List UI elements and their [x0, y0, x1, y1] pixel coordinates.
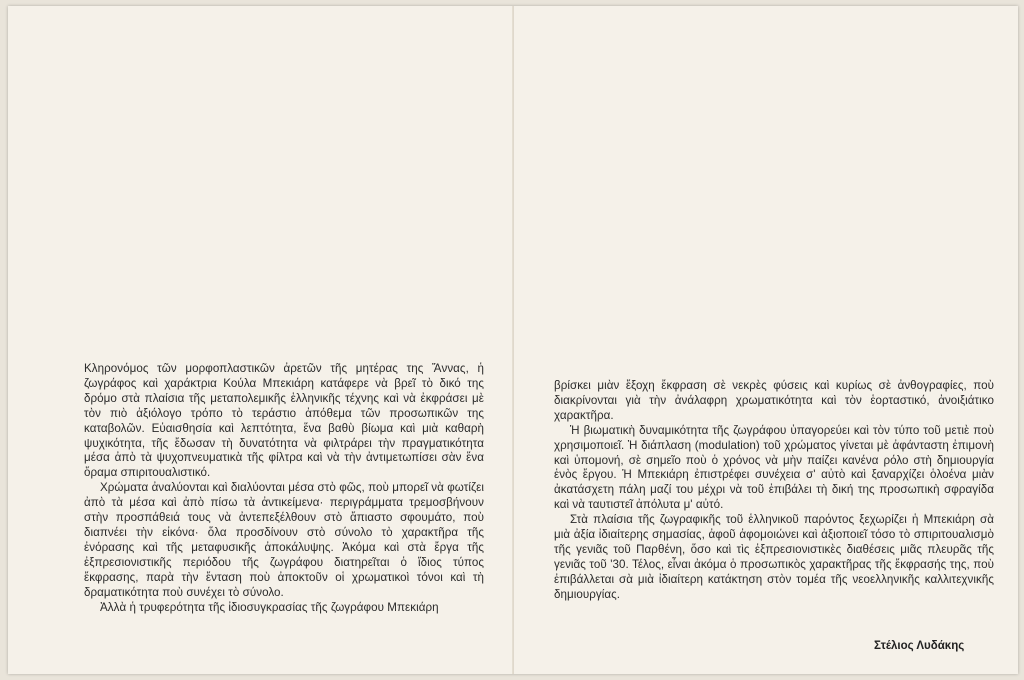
left-text-column	[84, 362, 484, 615]
right-text-column	[554, 379, 994, 603]
author-signature: Στέλιος Λυδάκης	[874, 640, 965, 652]
paragraph: Ἡ βιωματικὴ δυναμικότητα τῆς ζωγράφου ὑπαγορεύει καὶ τὸν τύπο τοῦ μετιὲ ποὺ χρησιμοποιεῖ. Ἡ διάπλαση (modulation) τοῦ χρώματος γίνεται μὲ ἀφάνταστη ἐπιμονὴ καὶ ὑπομονή, σὲ σημεῖο ποὺ ὁ χρόνος νὰ μὴν παίζει κανένα ρόλο στὴ δημιουργία ἑνὸς ἔργου. Ἡ Μπεκιάρη ἐπιστρέφει συνέχεια σ' αὐτὸ καὶ ξαναρχίζει ὁλοένα μιὰν ἀκατάσχετη πάλη μαζί του μέχρι νὰ τοῦ ἐπιβάλει τὴ δική της προσωπικὴ σφραγίδα καὶ νὰ ταυτιστεῖ ἀπόλυτα μ' αὐτό.	[554, 423, 994, 512]
paragraph: βρίσκει μιὰν ἔξοχη ἔκφραση σὲ νεκρὲς φύσεις καὶ κυρίως σὲ ἀνθογραφίες, ποὺ διακρίνονται γιὰ τὴν ἀνάλαφρη χρωματικότητα καὶ τὸν ἑορταστικό, ἀνοιξιάτικο χαρακτῆρα.	[554, 379, 994, 422]
paragraph: Χρώματα ἀναλύονται καὶ διαλύονται μέσα στὸ φῶς, ποὺ μπορεῖ νὰ φωτίζει ἀπὸ τὰ μέσα καὶ ἀπὸ πίσω τὰ ἀντικείμενα· περιγράμματα τρεμοσβήνουν στὴν προσπάθειά τους νὰ ἀντεπεξέλθουν στὸ ἄπιαστο σφουμάτο, ποὺ διαπνέει τὴν εἰκόνα· ὅλα προσδίνουν στὸ σύνολο τὸ χαρακτῆρα τῆς ἐνόρασης καὶ τῆς μεταφυσικῆς ἀποκάλυψης. Ἀκόμα καὶ στὰ ἔργα τῆς ἐξπρεσιονιστικῆς περιόδου τῆς ζωγράφου διατηρεῖται ὁ ἴδιος τύπος ἔκφρασης, παρὰ τὴν ἔνταση ποὺ ἀποκτοῦν οἱ χρωματικοὶ τόνοι καὶ τὴ δραματικότητα ποὺ συνέχει τὸ σύνολο.	[84, 481, 484, 599]
brochure-spread	[8, 6, 1018, 674]
paragraph: Στὰ πλαίσια τῆς ζωγραφικῆς τοῦ ἑλληνικοῦ παρόντος ξεχωρίζει ἡ Μπεκιάρη σὰ μιὰ ἀξία ἰδιαίτερης σημασίας, ἀφοῦ ἀφομοιώνει καὶ ἀξιοποιεῖ τόσο τὸ σπιριτουαλισμὸ τῆς γενιᾶς τοῦ Παρθένη, ὅσο καὶ τὶς ἐξπρεσιονιστικὲς διαθέσεις μιᾶς πλευρᾶς τῆς γενιᾶς τοῦ '30. Τέλος, εἶναι ἀκόμα ὁ προσωπικὸς χαρακτῆρας τῆς ἔκφρασής της, ποὺ ἐπιβάλλεται σὰ μιὰ ἰδιαίτερη κατάκτηση στὸν τομέα τῆς νεοελληνικῆς καλλιτεχνικῆς δημιουργίας.	[554, 513, 994, 601]
left-page	[8, 6, 514, 674]
paragraph: Κληρονόμος τῶν μορφοπλαστικῶν ἀρετῶν τῆς μητέρας της Ἄννας, ἡ ζωγράφος καὶ χαράκτρια Κούλα Μπεκιάρη κατάφερε νὰ βρεῖ τὸ δικό της δρόμο στὰ πλαίσια τῆς μεταπολεμικῆς ἑλληνικῆς τέχνης καὶ νὰ ἐκφράσει μὲ τὸν πιὸ ἀξιόλογο τρόπο τὸ τεράστιο ἀπόθεμα τῶν προσωπικῶν της καταβολῶν. Εὐαισθησία καὶ λεπτότητα, ἕνα βαθὺ βίωμα καὶ μιὰ καθαρὴ ψυχικότητα, τῆς ἔδωσαν τὴ δυνατότητα νὰ φιλτράρει τὴν πραγματικότητα μέσα ἀπὸ τὰ ψυχοπνευματικὰ τῆς φίλτρα καὶ νὰ τὴν ἀντιμετωπίσει σὰν ἕνα ὅραμα σπιριτουαλιστικό.	[84, 362, 484, 480]
right-page	[514, 6, 1018, 674]
paragraph: Ἀλλὰ ἡ τρυφερότητα τῆς ἰδιοσυγκρασίας τῆς ζωγράφου Μπεκιάρη	[100, 600, 439, 614]
